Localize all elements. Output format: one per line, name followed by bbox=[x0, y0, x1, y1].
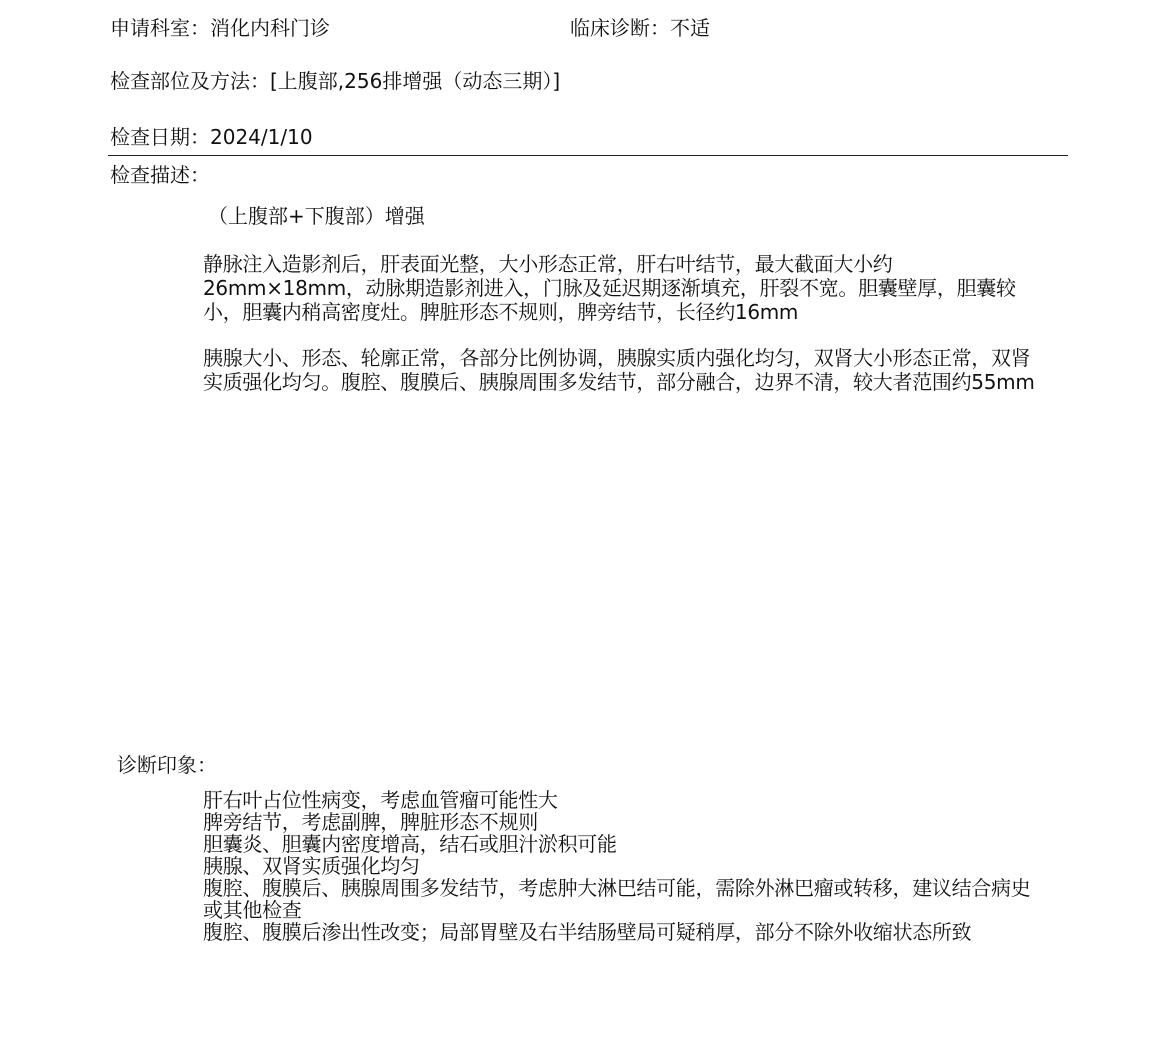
clinical-diagnosis-label: 临床诊断： bbox=[570, 16, 670, 40]
impression-item: 肝右叶占位性病变，考虑血管瘤可能性大 bbox=[203, 788, 558, 812]
impression-label: 诊断印象： bbox=[117, 753, 217, 777]
impression-list bbox=[203, 789, 1043, 943]
exam-site-field bbox=[110, 69, 560, 93]
department-value: 消化内科门诊 bbox=[210, 16, 330, 40]
exam-date-label: 检查日期： bbox=[110, 125, 210, 149]
description-subtitle: （上腹部+下腹部）增强 bbox=[208, 204, 425, 228]
impression-item: 胆囊炎、胆囊内密度增高，结石或胆汁淤积可能 bbox=[203, 832, 617, 856]
department-field bbox=[110, 16, 330, 40]
impression-item: 腹腔、腹膜后渗出性改变；局部胃壁及右半结肠壁局可疑稍厚，部分不除外收缩状态所致 bbox=[203, 920, 972, 944]
impression-item: 脾旁结节，考虑副脾，脾脏形态不规则 bbox=[203, 810, 538, 834]
clinical-diagnosis-field bbox=[570, 16, 710, 40]
impression-item: 腹腔、腹膜后、胰腺周围多发结节，考虑肿大淋巴结可能，需除外淋巴瘤或转移，建议结合病史或其他检查 bbox=[203, 876, 1031, 922]
exam-site-label: 检查部位及方法： bbox=[110, 69, 270, 93]
exam-date-field bbox=[110, 125, 313, 149]
exam-site-value: [上腹部,256排增强（动态三期）] bbox=[270, 69, 561, 93]
clinical-diagnosis-value: 不适 bbox=[670, 16, 710, 40]
description-label: 检查描述： bbox=[110, 163, 210, 187]
description-paragraph: 胰腺大小、形态、轮廓正常，各部分比例协调，胰腺实质内强化均匀，双肾大小形态正常，双肾实质强化均匀。腹腔、腹膜后、胰腺周围多发结节，部分融合，边界不清，较大者范围约55mm bbox=[203, 346, 1035, 394]
department-label: 申请科室： bbox=[110, 16, 210, 40]
description-paragraph: 静脉注入造影剂后，肝表面光整，大小形态正常，肝右叶结节，最大截面大小约26mm×18mm，动脉期造影剂进入，门脉及延迟期逐渐填充，肝裂不宽。胆囊壁厚，胆囊较小，胆囊内稍高密度灶。脾脏形态不规则，脾旁结节，长径约16mm bbox=[203, 252, 1016, 324]
impression-item: 胰腺、双肾实质强化均匀 bbox=[203, 854, 420, 878]
header-divider bbox=[108, 155, 1068, 156]
exam-date-value: 2024/1/10 bbox=[210, 125, 313, 149]
